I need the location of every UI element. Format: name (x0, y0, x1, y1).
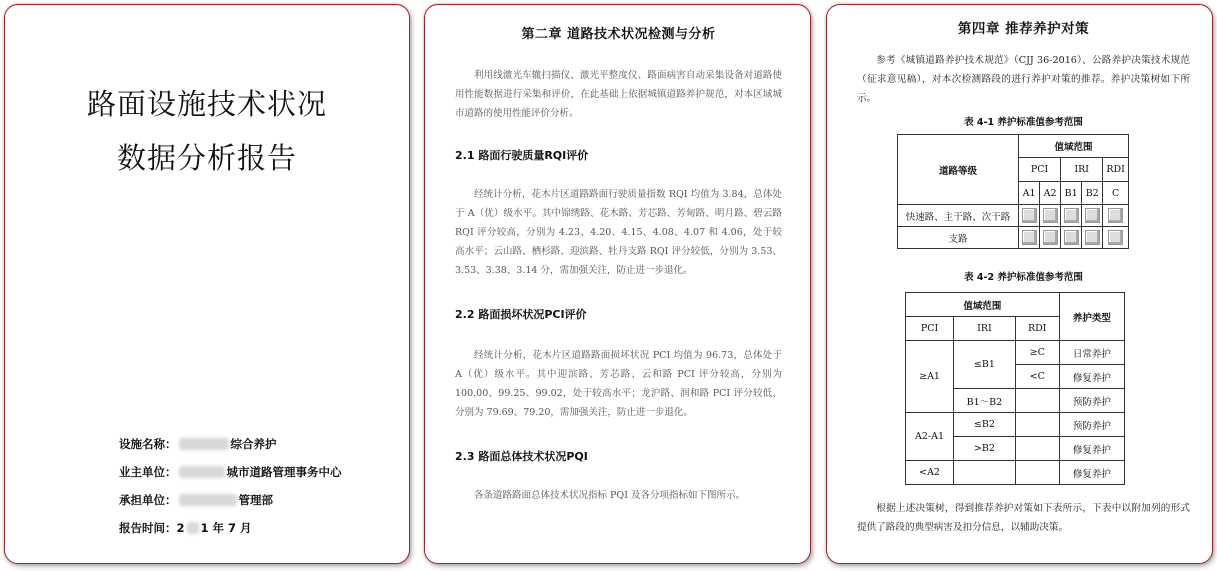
placeholder-icon (1022, 208, 1037, 223)
table2-caption: 表 4-2 养护标准值参考范围 (964, 272, 1083, 283)
t2-rdi-header: RDI (1015, 317, 1059, 341)
t2-type-header: 养护类型 (1059, 293, 1124, 341)
section-2-1-title: 2.1 路面行驶质量RQI评价 (455, 149, 589, 162)
t2-iri-header: IRI (954, 317, 1016, 341)
cover-meta (119, 430, 342, 542)
table-row (898, 227, 1129, 249)
t2-iri-b1b2: B1～B2 (954, 389, 1016, 413)
table-4-2 (905, 292, 1125, 485)
t2-range-header: 值域范围 (906, 293, 1060, 317)
t1-a1: A1 (1019, 182, 1040, 205)
t2-type-repair: 修复养护 (1059, 365, 1124, 389)
section-2-1-text: 经统计分析，花木片区道路路面行驶质量指数 RQI 均值为 3.84，总体处于 A（优）级水平。其中锦绣路、花木路、芳芯路、芳甸路、明月路、碧云路 RQI 评分较高，分别为 4.23、4.20、4.15、4.08、4.07 和 4.06，处于较高水平；云山路、栖杉路、迎滨路、牡丹支路 RQI 评分较低，分别为 3.53、3.53、3.38、3.14 分，需加强关注，防止进一步退化。 (455, 189, 782, 276)
chapter4-page (826, 4, 1213, 564)
owner-row: 业主单位： 城市道路管理事务中心 (119, 465, 342, 479)
cover-title (5, 77, 409, 185)
placeholder-icon (1064, 230, 1079, 245)
table-row (898, 205, 1129, 227)
t2-type-daily: 日常养护 (1059, 341, 1124, 365)
redacted-mark (179, 466, 225, 478)
t2-type-repair-3: 修复养护 (1059, 461, 1124, 485)
contractor-row: 承担单位： 管理部 (119, 493, 273, 507)
placeholder-icon (1022, 230, 1037, 245)
date-row: 报告时间： 2 1 年 7 月 (119, 521, 252, 535)
t1-road-grade: 道路等级 (898, 135, 1019, 205)
t1-row1-label: 快速路、主干路、次干路 (898, 205, 1019, 227)
t2-rdi-geC: ≥C (1015, 341, 1059, 365)
t1-pci-header: PCI (1019, 158, 1061, 182)
t2-pci-header: PCI (906, 317, 954, 341)
placeholder-icon (1108, 230, 1123, 245)
t2-pci-ltA2: <A2 (906, 461, 954, 485)
section-2-2-text: 经统计分析，花木片区道路路面损坏状况 PCI 均值为 96.73，总体处于 A（优）级水平。其中迎滨路、芳芯路、云和路 PCI 评分较高，分别为 100.00、99.25、99.02，处于较高水平；龙沪路、润和路 PCI 评分较低，分别为 79.69、79.20，需加强关注，防止进一步退化。 (455, 350, 782, 418)
chapter2-intro: 利用线激光车辙扫描仪、激光平整度仪、路面病害自动采集设备对道路使用性能数据进行采集和评价，在此基础上依据城镇道路养护规范，对本区域城市道路的使用性能评价分析。 (455, 70, 782, 119)
t2-iri-leB2: ≤B2 (954, 413, 1016, 437)
section-2-2-title: 2.2 路面损坏状况PCI评价 (455, 308, 587, 321)
placeholder-icon (1043, 208, 1058, 223)
table1-caption: 表 4-1 养护标准值参考范围 (964, 117, 1083, 128)
redacted-mark (187, 522, 199, 534)
t1-b2: B2 (1082, 182, 1103, 205)
t2-pci-geA1: ≥A1 (906, 341, 954, 413)
placeholder-icon (1108, 208, 1123, 223)
t2-type-prevent-2: 预防养护 (1059, 413, 1124, 437)
t2-pci-a2a1: A2-A1 (906, 413, 954, 461)
cover-page (4, 4, 410, 564)
t2-type-prevent: 预防养护 (1059, 389, 1124, 413)
chapter4-outro: 根据上述决策树，得到推荐养护对策如下表所示，下表中以附加列的形式提供了路段的典型病害及扣分信息，以辅助决策。 (857, 503, 1190, 533)
chapter4-intro: 参考《城镇道路养护技术规范》（CJJ 36-2016）、公路养护决策技术规范（征求意见稿），对本次检测路段的进行养护对策的推荐。养护决策树如下所示。 (857, 55, 1190, 104)
t1-row2-label: 支路 (898, 227, 1019, 249)
cover-title-line1: 路面设施技术状况 (86, 87, 327, 121)
section-2-3-text: 各条道路路面总体技术状况指标 PQI 及各分项指标如下图所示。 (474, 490, 745, 501)
t1-c: C (1103, 182, 1129, 205)
t1-iri-header: IRI (1061, 158, 1103, 182)
chapter2-page (424, 4, 811, 564)
t1-range-header: 值域范围 (1019, 135, 1129, 158)
placeholder-icon (1064, 208, 1079, 223)
redacted-mark (179, 494, 237, 506)
placeholder-icon (1085, 230, 1100, 245)
table-row (906, 413, 1125, 437)
t1-rdi-header: RDI (1103, 158, 1129, 182)
section-2-3-title: 2.3 路面总体技术状况PQI (455, 450, 588, 463)
t1-a2: A2 (1040, 182, 1061, 205)
t2-type-repair-2: 修复养护 (1059, 437, 1124, 461)
placeholder-icon (1043, 230, 1058, 245)
facility-row: 设施名称： 综合养护 (119, 437, 277, 451)
table-4-1 (897, 134, 1129, 249)
t2-iri-gtB2: >B2 (954, 437, 1016, 461)
redacted-mark (179, 438, 229, 450)
chapter2-title: 第二章 道路技术状况检测与分析 (521, 27, 716, 42)
t2-rdi-ltC: <C (1015, 365, 1059, 389)
t2-iri-leB1: ≤B1 (954, 341, 1016, 389)
placeholder-icon (1085, 208, 1100, 223)
chapter4-title: 第四章 推荐养护对策 (957, 21, 1090, 37)
cover-title-line2: 数据分析报告 (116, 141, 297, 175)
table-row (906, 461, 1125, 485)
t1-b1: B1 (1061, 182, 1082, 205)
table-row (906, 341, 1125, 365)
